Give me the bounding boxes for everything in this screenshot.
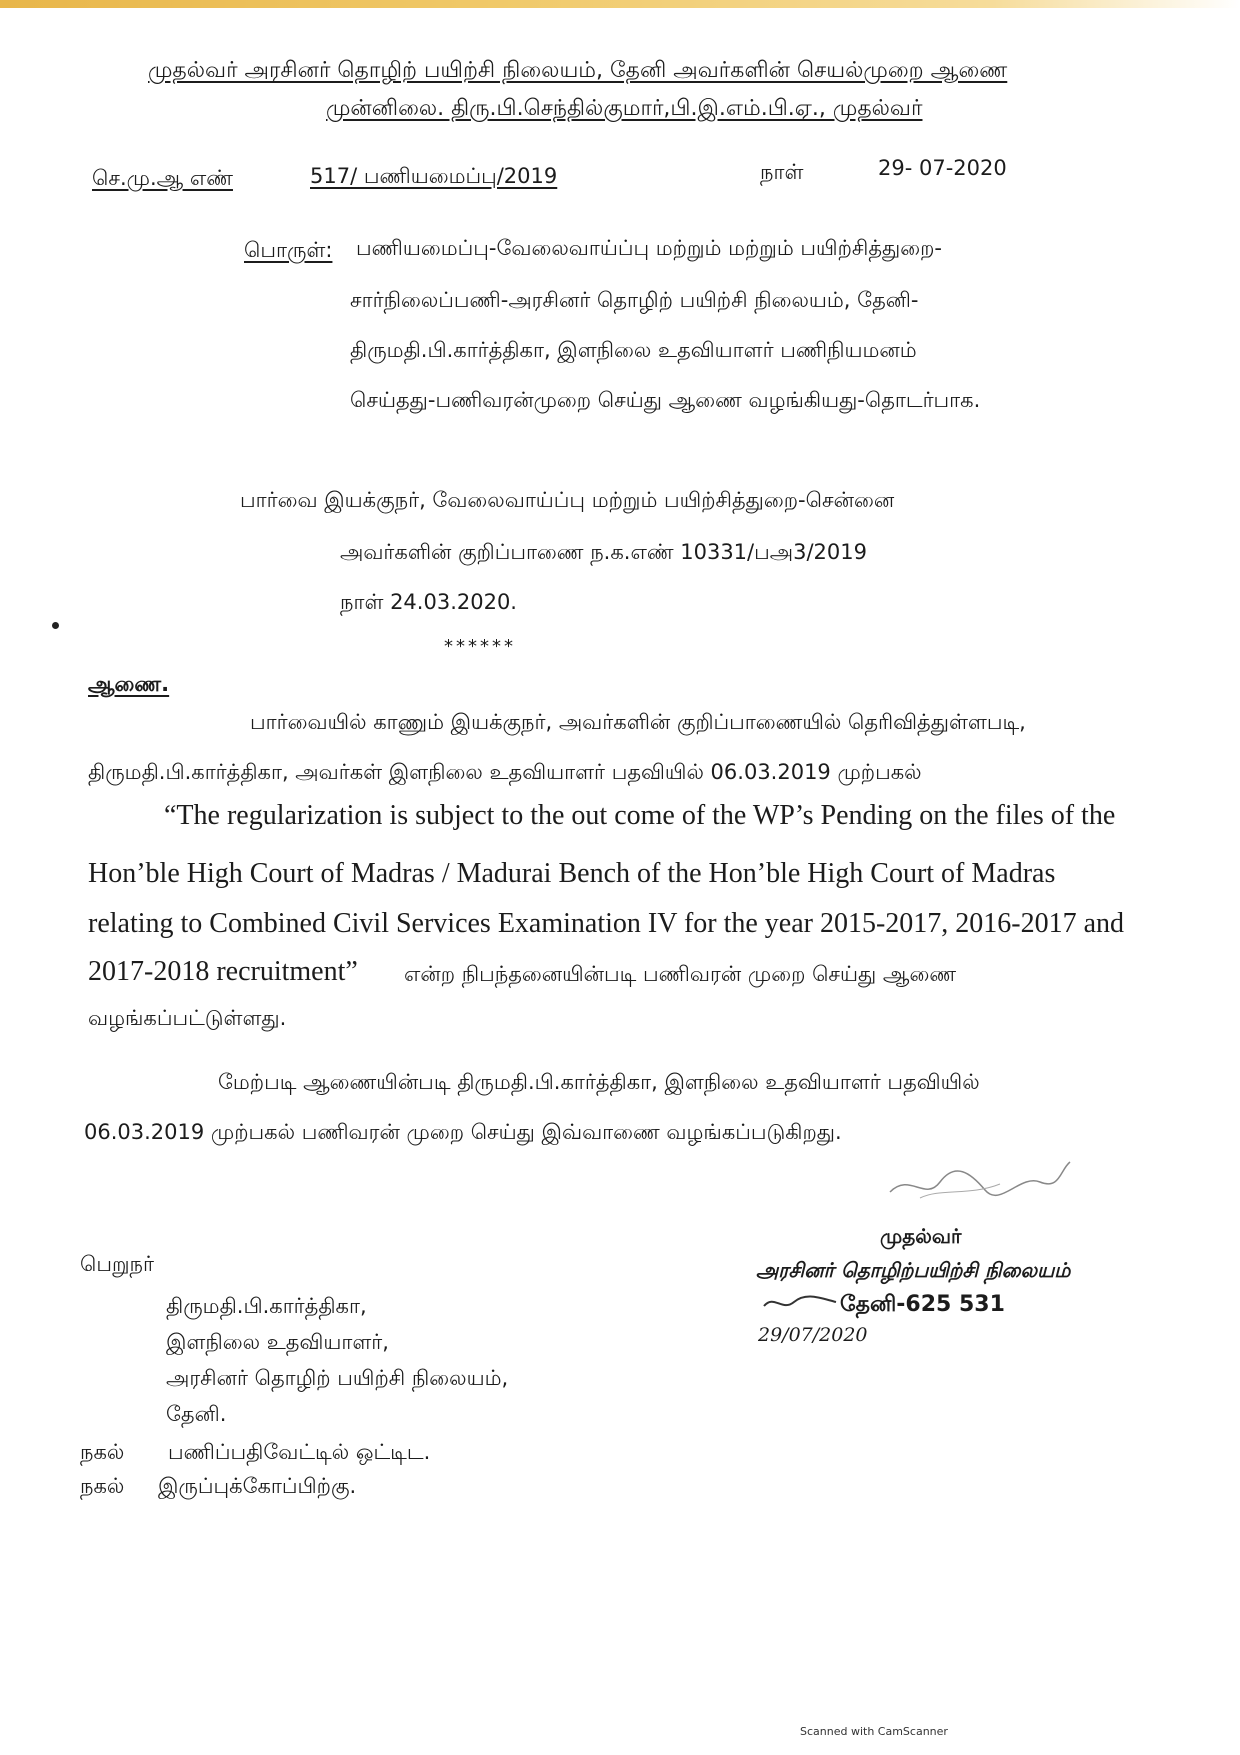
signature-title: முதல்வர் — [880, 1224, 962, 1248]
order-para3-line1: மேற்படி ஆணையின்படி திருமதி.பி.கார்த்திகா, இளநிலை உதவியாளர் பதவியில் — [218, 1070, 980, 1094]
copy-label: நகல் — [80, 1440, 125, 1464]
english-clause-line3: relating to Combined Civil Services Examination IV for the year 2015-2017, 2016-2017 and — [88, 908, 1125, 939]
signature-stroke — [760, 1290, 840, 1314]
order-para2-end: வழங்கப்பட்டுள்ளது. — [88, 1006, 287, 1030]
recipient-line: தேனி. — [166, 1402, 227, 1426]
english-clause-line2: Hon’ble High Court of Madras / Madurai Bench of the Hon’ble High Court of Madras — [88, 858, 1056, 889]
subject-label: பொருள்: — [244, 238, 333, 262]
recipient-line: இளநிலை உதவியாளர், — [166, 1330, 389, 1354]
header-title-line2: முன்னிலை. திரு.பி.செந்தில்குமார்,பி.இ.எம்.பி.ஏ., முதல்வர் — [326, 96, 923, 121]
separator-stars: ****** — [444, 636, 516, 657]
reference-doc-line: நாள் 24.03.2020. — [340, 590, 517, 614]
reference-doc-line: பார்வை இயக்குநர், வேலைவாய்ப்பு மற்றும் பயிற்சித்துறை-சென்னை — [240, 488, 895, 512]
english-clause-line1: “The regularization is subject to the out come of the WP’s Pending on the files of the — [164, 800, 1116, 831]
recipient-label: பெறுநர் — [80, 1252, 154, 1276]
subject-line: திருமதி.பி.கார்த்திகா, இளநிலை உதவியாளர் பணிநியமனம் — [350, 338, 917, 362]
recipient-line: அரசினர் தொழிற் பயிற்சி நிலையம், — [166, 1366, 509, 1390]
order-condition-text: என்ற நிபந்தனையின்படி பணிவரன் முறை செய்து ஆணை — [404, 962, 957, 986]
reference-date-label: நாள் — [760, 160, 804, 184]
scan-speck — [52, 622, 59, 629]
signature-date: 29/07/2020 — [758, 1324, 868, 1346]
camscanner-watermark: Scanned with CamScanner — [800, 1725, 948, 1738]
scan-top-edge — [0, 0, 1240, 8]
subject-line: செய்தது-பணிவரன்முறை செய்து ஆணை வழங்கியது-தொடர்பாக. — [350, 388, 981, 412]
order-heading: ஆணை. — [88, 672, 170, 696]
reference-prefix: செ.மு.ஆ எண் — [92, 166, 233, 190]
english-clause-line4: 2017-2018 recruitment” — [88, 956, 358, 987]
signature-place: தேனி-625 531 — [840, 1292, 1005, 1317]
copy-text: பணிப்பதிவேட்டில் ஒட்டிட. — [168, 1440, 431, 1464]
order-para1-line1: பார்வையில் காணும் இயக்குநர், அவர்களின் குறிப்பாணையில் தெரிவித்துள்ளபடி, — [250, 710, 1026, 734]
copy-label: நகல் — [80, 1474, 125, 1498]
order-para1-line2: திருமதி.பி.கார்த்திகா, அவர்கள் இளநிலை உதவியாளர் பதவியில் 06.03.2019 முற்பகல் — [88, 760, 922, 784]
reference-doc-line: அவர்களின் குறிப்பாணை ந.க.எண் 10331/பஅ3/2019 — [340, 540, 867, 564]
subject-line: பணியமைப்பு-வேலைவாய்ப்பு மற்றும் மற்றும் பயிற்சித்துறை- — [356, 236, 942, 260]
subject-line: சார்நிலைப்பணி-அரசினர் தொழிற் பயிற்சி நிலையம், தேனி- — [350, 288, 919, 312]
reference-date: 29- 07-2020 — [878, 156, 1007, 180]
signature-office: அரசினர் தொழிற்பயிற்சி நிலையம் — [756, 1258, 1071, 1282]
order-para3-line2: 06.03.2019 முற்பகல் பணிவரன் முறை செய்து இவ்வாணை வழங்கப்படுகிறது. — [84, 1120, 842, 1144]
signature-scribble — [880, 1152, 1080, 1212]
header-title-line1: முதல்வர் அரசினர் தொழிற் பயிற்சி நிலையம், தேனி அவர்களின் செயல்முறை ஆணை — [148, 58, 1008, 83]
reference-number: 517/ பணியமைப்பு/2019 — [310, 164, 558, 188]
recipient-line: திருமதி.பி.கார்த்திகா, — [166, 1294, 367, 1318]
copy-text: இருப்புக்கோப்பிற்கு. — [158, 1474, 357, 1498]
